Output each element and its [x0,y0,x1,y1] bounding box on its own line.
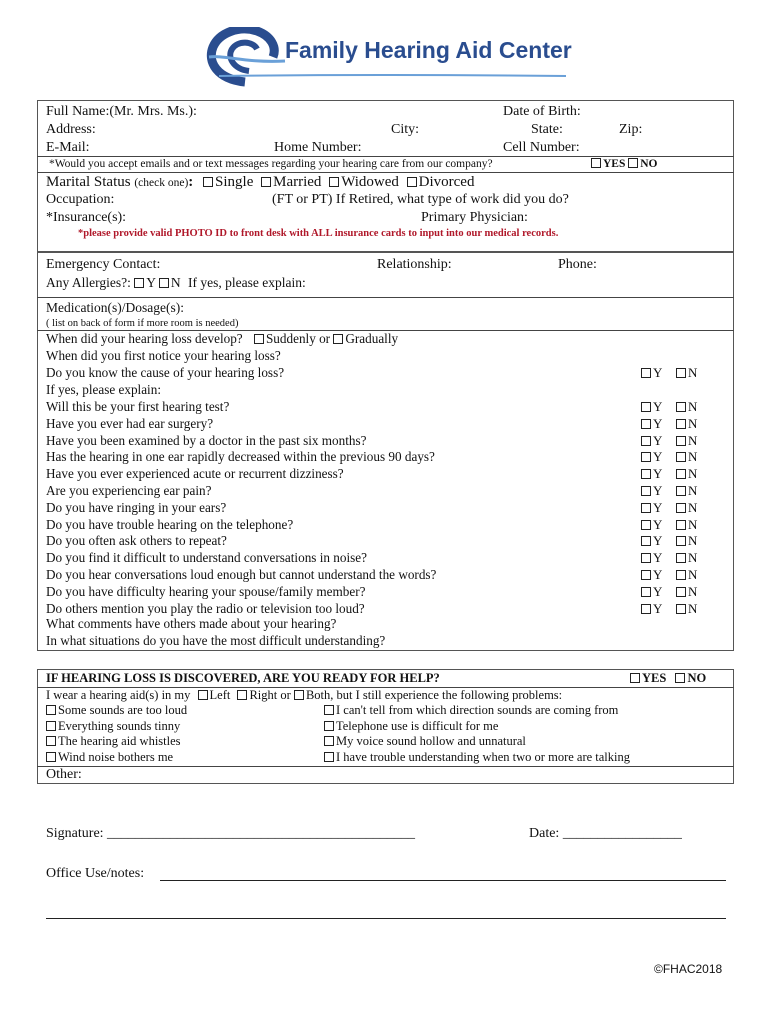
right-label: Right [249,688,278,702]
both-checkbox[interactable] [294,690,304,700]
right-checkbox[interactable] [237,690,247,700]
single-checkbox[interactable] [203,177,213,187]
no-label: N [688,483,698,498]
yes-label: Y [653,415,663,431]
problem-item [46,719,180,734]
no-label: N [688,583,698,599]
problem-label: I have trouble understanding when two or more are talking [336,749,631,764]
no-label: N [688,449,698,465]
no-label: N [688,365,698,380]
allergies-explain-label: If yes, please explain: [188,275,306,290]
allergies-yes-checkbox[interactable] [134,278,144,288]
no-label: N [688,567,698,582]
yes-checkbox[interactable] [641,452,651,462]
office-use-line-2[interactable] [46,918,726,919]
photo-id-notice: *please provide valid PHOTO ID to front desk with ALL insurance cards to input into our medical records. [78,228,559,239]
yes-option [641,550,662,566]
yes-label: Y [653,432,663,448]
marital-option: Widowed [341,174,399,190]
copyright: ©FHAC2018 [654,962,723,976]
suddenly-label: Suddenly or [265,331,331,346]
gradually-checkbox[interactable] [333,334,343,344]
city-label[interactable]: City: [391,122,420,137]
allergies-label: Any Allergies?: [46,275,131,290]
problem-checkbox[interactable] [324,736,334,746]
married-checkbox[interactable] [261,177,271,187]
yes-label: Y [653,499,663,515]
yes-no-question: Do you hear conversations loud enough but cannot understand the words? [46,567,437,582]
yes-option [641,433,662,449]
marital-label: Marital Status [46,174,131,190]
problem-label: Everything sounds tinny [58,718,181,733]
no-option [676,483,697,499]
yes-label: Y [653,365,663,380]
no-label: N [688,415,698,431]
allergies-no-label: N [170,275,181,290]
no-option [676,550,697,566]
marital-option: Single [215,174,254,190]
occupation-label[interactable]: Occupation: [46,192,115,207]
occupation-note: (FT or PT) If Retired, what type of work did you do? [272,192,569,207]
problem-checkbox[interactable] [324,752,334,762]
yes-checkbox[interactable] [641,536,651,546]
marital-status-row [46,174,474,191]
help-no-label: NO [687,671,707,685]
yes-option [641,399,662,415]
no-option [676,449,697,465]
no-label: N [688,533,698,549]
marital-option: Married [273,174,322,190]
widowed-checkbox[interactable] [329,177,339,187]
yes-option [641,567,662,583]
consent-options [591,158,658,170]
no-option [676,500,697,516]
yes-checkbox[interactable] [641,503,651,513]
no-checkbox[interactable] [676,452,686,462]
logo [205,27,570,87]
help-no-checkbox[interactable] [675,673,685,683]
yes-label: Y [653,550,663,566]
consent-yes-checkbox[interactable] [591,158,601,168]
problem-item [324,703,618,718]
problem-label: I can't tell from which direction sounds are coming from [336,703,619,717]
consent-no-label: NO [640,158,658,170]
problem-item [46,703,187,718]
full-name-label[interactable]: Full Name:(Mr. Mrs. Ms.): [46,104,197,119]
yes-checkbox[interactable] [641,570,651,580]
yes-checkbox[interactable] [641,436,651,446]
no-label: N [688,432,698,448]
cause-no-option [676,365,697,381]
yes-option [641,584,662,600]
no-option [676,433,697,449]
gradually-label: Gradually [345,331,399,346]
dob-label[interactable]: Date of Birth: [503,104,581,119]
insurance-label[interactable]: *Insurance(s): [46,210,127,225]
allergies-row [46,275,306,291]
signature-line[interactable]: Signature: ____________________________________________ [46,826,416,841]
yes-label: Y [653,567,663,582]
problem-checkbox[interactable] [46,736,56,746]
marital-colon: : [188,174,194,190]
yes-no-question: Do you have difficulty hearing your spouse/family member? [46,583,366,599]
medications-note: ( list on back of form if more room is needed) [46,318,239,329]
left-checkbox[interactable] [198,690,208,700]
yes-no-question: Will this be your first hearing test? [46,399,230,414]
consent-yes-label: YES [603,158,626,170]
help-title: IF HEARING LOSS IS DISCOVERED, ARE YOU READY FOR HELP? [46,671,440,685]
yes-no-question: Have you ever experienced acute or recurrent dizziness? [46,466,344,482]
consent-question: *Would you accept emails and or text messages regarding your hearing care from our company? [49,158,493,170]
help-yes-label: YES [642,671,667,685]
problem-label: Some sounds are too loud [58,703,188,717]
no-label: N [688,466,698,482]
no-checkbox[interactable] [676,419,686,429]
problem-checkbox[interactable] [46,721,56,731]
help-answer [630,671,706,686]
office-use-line-1[interactable] [160,880,726,881]
no-label: N [688,399,698,414]
problem-item [324,750,630,765]
yes-option [641,533,662,549]
problem-label: The hearing aid whistles [58,734,181,748]
comments-question[interactable]: What comments have others made about your hearing? [46,616,337,631]
suddenly-checkbox[interactable] [254,334,264,344]
yes-label: Y [653,449,663,465]
cause-yes-option [641,365,662,381]
problem-checkbox[interactable] [324,721,334,731]
yes-option [641,466,662,482]
physician-label[interactable]: Primary Physician: [421,210,528,225]
no-checkbox[interactable] [676,503,686,513]
yes-checkbox[interactable] [641,520,651,530]
yes-checkbox[interactable] [641,587,651,597]
problem-item [46,750,173,765]
no-option [676,466,697,482]
no-checkbox[interactable] [676,402,686,412]
yes-checkbox[interactable] [641,402,651,412]
yes-option [641,416,662,432]
no-label: N [688,600,698,616]
cause-question: Do you know the cause of your hearing loss? [46,365,285,380]
no-option [676,399,697,415]
yes-checkbox[interactable] [641,486,651,496]
or-label: or [280,688,291,702]
allergies-no-checkbox[interactable] [159,278,169,288]
yes-checkbox[interactable] [641,419,651,429]
yes-checkbox[interactable] [641,553,651,563]
first-notice-question[interactable]: When did you first notice your hearing loss? [46,348,281,363]
marital-option: Divorced [418,174,475,190]
no-checkbox[interactable] [676,570,686,580]
if-yes-explain[interactable]: If yes, please explain: [46,382,161,397]
no-checkbox[interactable] [676,469,686,479]
yes-no-question: Do others mention you play the radio or television too loud? [46,600,365,616]
no-option [676,533,697,549]
no-option [676,517,697,533]
no-option [676,567,697,583]
both-label: Both, but I still experience the following problems: [305,688,563,702]
no-checkbox[interactable] [676,587,686,597]
problem-checkbox[interactable] [46,752,56,762]
problem-item [324,734,526,749]
problem-item [324,719,498,734]
no-label: N [688,499,698,515]
yes-no-question: Do you find it difficult to understand conversations in noise? [46,550,367,566]
medications-label[interactable]: Medication(s)/Dosage(s): [46,300,184,315]
divorced-checkbox[interactable] [407,177,417,187]
cause-yes-checkbox[interactable] [641,368,651,378]
office-use-label: Office Use/notes: [46,866,145,881]
yes-label: Y [653,533,663,549]
problem-checkbox[interactable] [46,705,56,715]
hearing-aid-row [46,688,562,703]
no-label: N [688,550,698,566]
problem-label: Telephone use is difficult for me [336,718,499,733]
yes-no-question: Do you have trouble hearing on the telephone? [46,516,294,532]
no-option [676,601,697,617]
cell-number-label[interactable]: Cell Number: [503,140,580,155]
develop-question-row [46,331,398,347]
problem-label: My voice sound hollow and unnatural [336,734,526,748]
logo-underline [219,74,566,78]
yes-checkbox[interactable] [641,604,651,614]
situations-question[interactable]: In what situations do you have the most difficult understanding? [46,633,386,648]
yes-option [641,517,662,533]
allergies-yes-label: Y [146,275,156,290]
cause-no-checkbox[interactable] [676,368,686,378]
yes-no-question: Do you often ask others to repeat? [46,533,227,549]
consent-no-checkbox[interactable] [628,158,638,168]
relationship-label[interactable]: Relationship: [377,257,452,272]
yes-label: Y [653,600,663,616]
problem-label: Wind noise bothers me [58,749,174,764]
yes-no-question: Are you experiencing ear pain? [46,483,212,498]
no-option [676,416,697,432]
zip-label[interactable]: Zip: [619,122,643,137]
left-label: Left [209,688,231,702]
emergency-contact-label[interactable]: Emergency Contact: [46,257,161,272]
date-line[interactable]: Date: _________________ [529,826,682,841]
wear-label: I wear a hearing aid(s) in my [46,688,191,702]
state-label[interactable]: State: [531,122,563,137]
yes-no-question: Have you ever had ear surgery? [46,415,214,431]
develop-question: When did your hearing loss develop? [46,331,243,346]
address-label[interactable]: Address: [46,122,96,137]
no-checkbox[interactable] [676,520,686,530]
other-label[interactable]: Other: [46,767,82,782]
yes-option [641,500,662,516]
logo-text: Family Hearing Aid Center [285,37,572,63]
yes-label: Y [653,583,663,599]
yes-no-question: Do you have ringing in your ears? [46,499,227,515]
problem-checkbox[interactable] [324,705,334,715]
yes-option [641,601,662,617]
yes-label: Y [653,399,663,414]
no-checkbox[interactable] [676,536,686,546]
no-label: N [688,516,698,532]
no-checkbox[interactable] [676,604,686,614]
ear-swirl-icon [205,27,287,87]
no-checkbox[interactable] [676,486,686,496]
help-yes-checkbox[interactable] [630,673,640,683]
yes-checkbox[interactable] [641,469,651,479]
no-checkbox[interactable] [676,436,686,446]
no-checkbox[interactable] [676,553,686,563]
yes-no-question: Have you been examined by a doctor in the past six months? [46,432,367,448]
yes-label: Y [653,516,663,532]
email-label[interactable]: E-Mail: [46,140,90,155]
home-number-label[interactable]: Home Number: [274,140,362,155]
yes-no-question: Has the hearing in one ear rapidly decreased within the previous 90 days? [46,449,435,465]
yes-label: Y [653,483,663,498]
yes-option [641,483,662,499]
phone-label[interactable]: Phone: [558,257,597,272]
no-option [676,584,697,600]
yes-label: Y [653,466,663,482]
problem-item [46,734,181,749]
marital-hint: (check one) [134,177,189,189]
yes-option [641,449,662,465]
